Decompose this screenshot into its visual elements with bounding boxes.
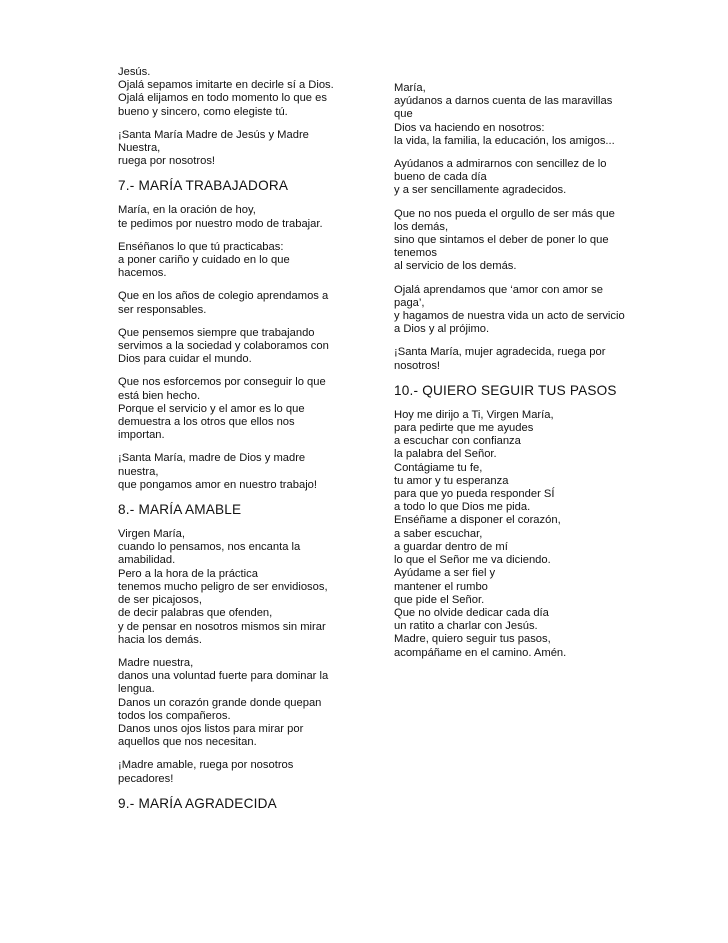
text-line: pecadores!	[118, 772, 174, 785]
text-line: hacia los demás.	[118, 633, 202, 646]
paragraph	[394, 346, 649, 372]
text-line: Que en los años de colegio aprendamos a	[118, 290, 329, 303]
text-line: a todo lo que Dios me pida.	[394, 501, 531, 514]
section-heading: 8.- MARÍA AMABLE	[118, 502, 242, 518]
text-line: María,	[394, 82, 426, 94]
text-line: Que nos esforcemos por conseguir lo que	[118, 376, 326, 389]
text-line: hacemos.	[118, 267, 167, 280]
text-line: demuestra a los otros que ellos nos	[118, 416, 295, 429]
text-line: bueno y sincero, como elegiste tú.	[118, 105, 288, 118]
text-line: danos una voluntad fuerte para dominar la	[118, 670, 329, 683]
text-line: te pedimos por nuestro modo de trabajar.	[118, 217, 323, 230]
paragraph	[118, 327, 368, 367]
text-line: Que no nos pueda el orgullo de ser más que	[394, 207, 615, 220]
text-line: ¡Madre amable, ruega por nosotros	[118, 759, 294, 772]
right-column	[394, 82, 649, 670]
text-line: Que pensemos siempre que trabajando	[118, 326, 315, 339]
text-line: Que no olvide dedicar cada día	[394, 606, 549, 619]
text-line: aquellos que nos necesitan.	[118, 736, 257, 749]
text-line: ¡Santa María Madre de Jesús y Madre	[118, 128, 309, 141]
paragraph	[118, 129, 368, 169]
text-line: servimos a la sociedad y colaboramos con	[118, 340, 329, 353]
text-line: ¡Santa María, madre de Dios y madre	[118, 452, 306, 465]
text-line: de ser picajosos,	[118, 594, 202, 607]
text-line: a poner cariño y cuidado en lo que	[118, 254, 290, 267]
text-line: que	[394, 108, 413, 121]
text-line: Nuestra,	[118, 142, 161, 155]
text-line: Ayúdame a ser fiel y	[394, 567, 496, 580]
text-line: Virgen María,	[118, 528, 185, 541]
paragraph	[118, 452, 368, 492]
text-line: tu amor y tu esperanza	[394, 474, 509, 487]
text-line: amabilidad.	[118, 554, 176, 567]
text-line: nuestra,	[118, 465, 159, 478]
text-line: ser responsables.	[118, 303, 207, 316]
text-line: un ratito a charlar con Jesús.	[394, 620, 538, 633]
paragraph	[394, 158, 649, 198]
text-line: ¡Santa María, mujer agradecida, ruega por	[394, 346, 606, 359]
left-column	[118, 66, 368, 822]
text-line: la vida, la familia, la educación, los amigos...	[394, 134, 615, 147]
paragraph	[394, 82, 649, 148]
text-line: Enséñame a disponer el corazón,	[394, 514, 561, 527]
text-line: Pero a la hora de la práctica	[118, 567, 258, 580]
text-line: y hagamos de nuestra vida un acto de servicio	[394, 310, 625, 323]
text-line: Dios para cuidar el mundo.	[118, 353, 252, 366]
paragraph	[394, 208, 649, 274]
text-line: que pide el Señor.	[394, 593, 485, 606]
text-line: de decir palabras que ofenden,	[118, 607, 273, 620]
paragraph	[118, 759, 368, 785]
paragraph	[394, 409, 649, 660]
text-line: y de pensar en nosotros mismos sin mirar	[118, 620, 326, 633]
text-line: Madre, quiero seguir tus pasos,	[394, 633, 551, 646]
paragraph	[118, 657, 368, 749]
text-line: Ayúdanos a admirarnos con sencillez de lo	[394, 158, 607, 171]
text-line: sino que sintamos el deber de poner lo que	[394, 234, 609, 247]
text-line: a escuchar con confianza	[394, 435, 521, 448]
text-line: Danos unos ojos listos para mirar por	[118, 722, 304, 735]
text-line: para pedirte que me ayudes	[394, 422, 534, 435]
text-line: está bien hecho.	[118, 389, 201, 402]
paragraph	[118, 290, 368, 316]
text-line: bueno de cada día	[394, 171, 487, 184]
text-line: la palabra del Señor.	[394, 448, 497, 461]
text-line: ayúdanos a darnos cuenta de las maravillas	[394, 95, 613, 108]
text-line: Ojalá aprendamos que ‘amor con amor se	[394, 283, 603, 296]
text-line: importan.	[118, 429, 165, 442]
text-line: paga’,	[394, 296, 425, 309]
section-heading: 9.- MARÍA AGRADECIDA	[118, 795, 277, 811]
paragraph	[118, 204, 368, 230]
text-line: acompáñame en el camino. Amén.	[394, 646, 567, 659]
text-line: tenemos	[394, 247, 437, 260]
text-line: que pongamos amor en nuestro trabajo!	[118, 478, 318, 491]
paragraph	[118, 528, 368, 647]
text-line: Jesús.	[118, 66, 151, 78]
text-line: Madre nuestra,	[118, 656, 194, 669]
text-line: lo que el Señor me va diciendo.	[394, 554, 551, 567]
text-line: Danos un corazón grande donde quepan	[118, 696, 322, 709]
paragraph	[118, 66, 368, 119]
text-line: Ojalá elijamos en todo momento lo que es	[118, 92, 327, 105]
text-line: todos los compañeros.	[118, 709, 231, 722]
text-line: Contágiame tu fe,	[394, 461, 483, 474]
text-line: mantener el rumbo	[394, 580, 488, 593]
text-line: lengua.	[118, 683, 155, 696]
text-line: tenemos mucho peligro de ser envidiosos,	[118, 580, 328, 593]
text-line: los demás,	[394, 220, 449, 233]
text-line: nosotros!	[394, 359, 441, 372]
paragraph	[394, 284, 649, 337]
text-line: Hoy me dirijo a Ti, Virgen María,	[394, 408, 554, 421]
text-line: y a ser sencillamente agradecidos.	[394, 184, 567, 197]
text-line: ruega por nosotros!	[118, 155, 216, 168]
text-line: al servicio de los demás.	[394, 260, 517, 273]
text-line: Porque el servicio y el amor es lo que	[118, 402, 305, 415]
text-line: a Dios y al prójimo.	[394, 323, 490, 336]
text-line: María, en la oración de hoy,	[118, 204, 256, 217]
text-line: Dios va haciendo en nosotros:	[394, 121, 545, 134]
text-line: Enséñanos lo que tú practicabas:	[118, 240, 284, 253]
text-line: para que yo pueda responder SÍ	[394, 488, 555, 501]
paragraph	[118, 241, 368, 281]
text-line: Ojalá sepamos imitarte en decirle sí a Dios.	[118, 79, 334, 92]
text-line: a saber escuchar,	[394, 527, 483, 540]
text-line: a guardar dentro de mí	[394, 540, 508, 553]
section-heading: 10.- QUIERO SEGUIR TUS PASOS	[394, 382, 617, 398]
paragraph	[118, 376, 368, 442]
text-line: cuando lo pensamos, nos encanta la	[118, 541, 301, 554]
section-heading: 7.- MARÍA TRABAJADORA	[118, 178, 289, 194]
